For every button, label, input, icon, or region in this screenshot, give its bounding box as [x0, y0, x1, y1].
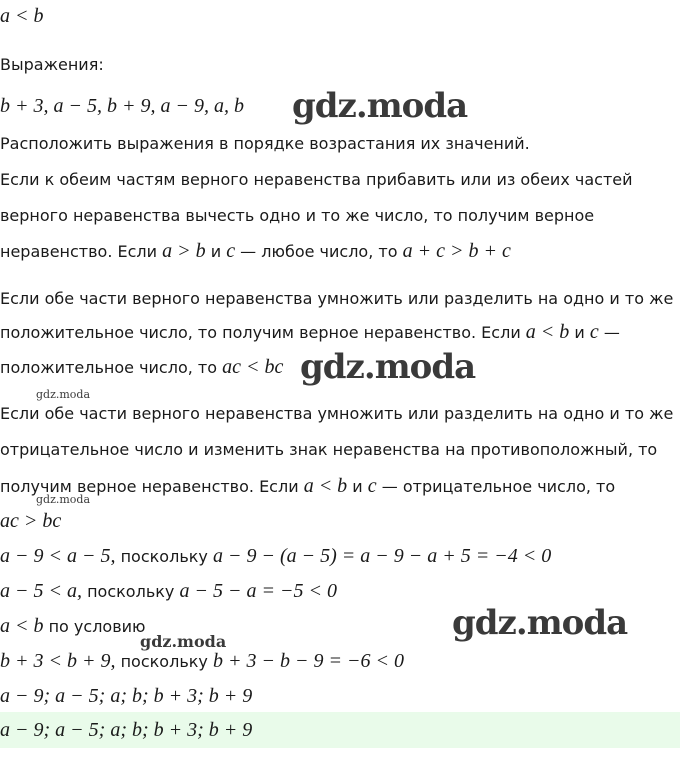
- rule1-text: неравенство. Если: [0, 242, 163, 261]
- step3-text: по условию: [43, 617, 146, 636]
- rule2-text: положительное число, то получим верное неравенство. Если: [0, 323, 526, 342]
- rule3-math-c: c: [367, 475, 377, 497]
- rule1-conj: и: [205, 242, 227, 261]
- answer: a − 9; a − 5; a; b; b + 3; b + 9: [0, 719, 253, 741]
- rule3-text2: — отрицательное число, то: [376, 477, 616, 496]
- step4: [0, 649, 404, 674]
- step2: [0, 579, 337, 604]
- rule1-math-result: a + c > b + c: [402, 240, 511, 262]
- watermark-small: gdz.moda: [36, 493, 91, 506]
- rule3-line1: Если обе части верного неравенства умножить или разделить на одно и то же: [0, 404, 674, 423]
- rule2-conj: и: [569, 323, 590, 342]
- rule2-text2: положительное число, то: [0, 358, 223, 377]
- rule3-text: получим верное неравенство. Если: [0, 477, 304, 496]
- step1-text: поскольку: [115, 547, 213, 566]
- rule1-text2: — любое число, то: [235, 242, 403, 261]
- rule3-conj: и: [347, 477, 368, 496]
- watermark-small: gdz.moda: [36, 388, 91, 401]
- condition-inequality: a < b: [0, 5, 44, 27]
- rule2-math-ineq: a < b: [525, 321, 570, 343]
- watermark-medium: gdz.moda: [140, 632, 227, 651]
- step3-math: a < b: [0, 615, 44, 637]
- rule1-line2: верного неравенства вычесть одно и то же число, то получим верное: [0, 206, 595, 225]
- step2-math: a − 5 < a,: [0, 580, 82, 602]
- rule3-line2: отрицательное число и изменить знак неравенства на противоположный, то: [0, 440, 658, 459]
- step2-text: поскольку: [82, 582, 180, 601]
- task-statement: Расположить выражения в порядке возрастания их значений.: [0, 134, 530, 153]
- step4-math: b + 3 < b + 9,: [0, 650, 116, 672]
- rule3-result: ac > bc: [0, 510, 62, 532]
- rule2-math-c: c: [589, 321, 599, 343]
- rule1-math-c: c: [226, 240, 236, 262]
- watermark-logo: gdz.moda: [452, 603, 628, 643]
- rule2-math-result: ac < bc: [222, 356, 284, 378]
- rule2-line1: Если обе части верного неравенства умножить или разделить на одно и то же: [0, 289, 674, 308]
- rule2-line3: [0, 355, 283, 380]
- watermark-logo: gdz.moda: [300, 347, 476, 387]
- step4-proof: b + 3 − b − 9 = −6 < 0: [212, 650, 404, 672]
- rule1-line3: [0, 239, 511, 264]
- expressions-label: Выражения:: [0, 55, 104, 74]
- watermark-logo: gdz.moda: [292, 86, 468, 126]
- expressions-list: b + 3, a − 5, b + 9, a − 9, a, b: [0, 95, 244, 117]
- rule2-line2: [0, 320, 620, 345]
- step1: [0, 544, 551, 569]
- rule1-line1: Если к обеим частям верного неравенства прибавить или из обеих частей: [0, 170, 633, 189]
- step1-math: a − 9 < a − 5,: [0, 545, 116, 567]
- rule3-math-ineq: a < b: [303, 475, 348, 497]
- step2-proof: a − 5 − a = −5 < 0: [179, 580, 337, 602]
- rule1-math-ineq: a > b: [162, 240, 206, 262]
- rule3-line3: [0, 474, 615, 499]
- ordered-list: a − 9; a − 5; a; b; b + 3; b + 9: [0, 685, 253, 707]
- step1-proof: a − 9 − (a − 5) = a − 9 − a + 5 = −4 < 0: [212, 545, 552, 567]
- step4-text: поскольку: [115, 652, 213, 671]
- rule2-dash: —: [598, 323, 620, 342]
- step3: [0, 614, 146, 639]
